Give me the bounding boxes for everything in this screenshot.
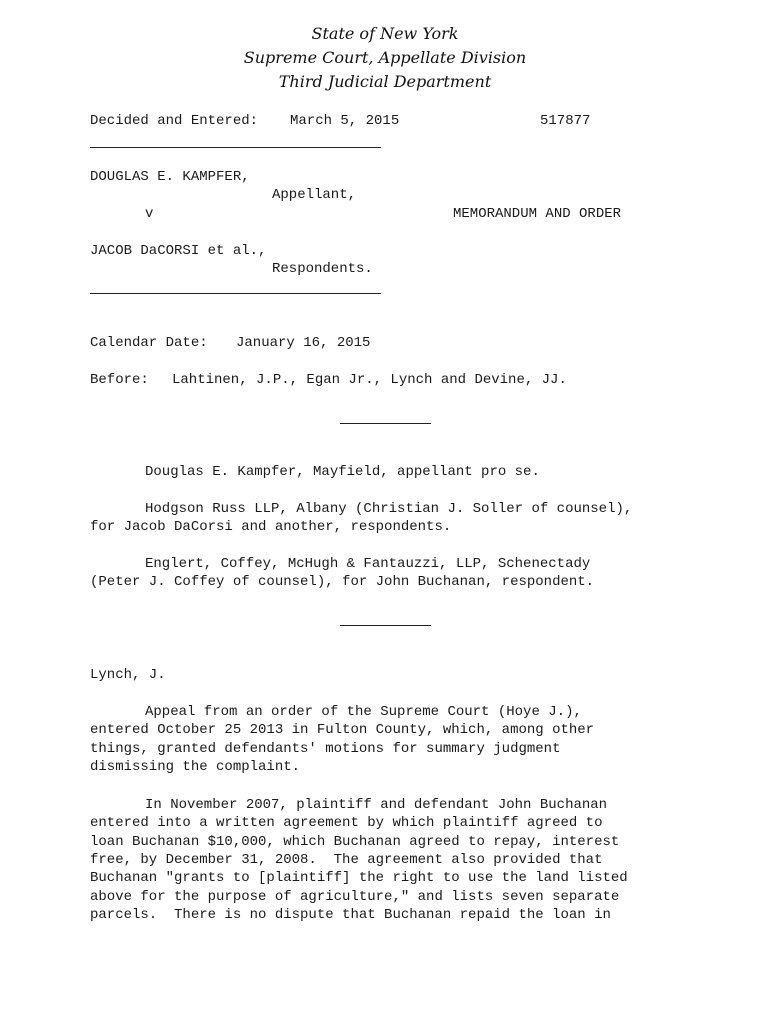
decided-label: Decided and Entered: (90, 113, 259, 129)
order-type: MEMORANDUM AND ORDER (453, 206, 622, 222)
para2-line: entered into a written agreement by which plaintiff agreed to (90, 815, 603, 831)
para2-line: parcels. There is no dispute that Buchanan repaid the loan in (90, 907, 611, 923)
header-department: Third Judicial Department (278, 72, 492, 91)
before-judges: Lahtinen, J.P., Egan Jr., Lynch and Devine, JJ. (172, 372, 567, 388)
para1-line: dismissing the complaint. (90, 759, 301, 775)
docket-number: 517877 (540, 113, 591, 129)
section-separator (340, 625, 431, 626)
para2-line: free, by December 31, 2008. The agreement also provided that (90, 852, 603, 868)
para1-line: things, granted defendants' motions for summary judgment (90, 741, 561, 757)
caption-bottom-rule (90, 293, 381, 294)
para2-line: loan Buchanan $10,000, which Buchanan agreed to repay, interest (90, 834, 620, 850)
respondent-name: JACOB DaCORSI et al., (90, 243, 267, 259)
counsel-buchanan-line2: (Peter J. Coffey of counsel), for John Buchanan, respondent. (90, 574, 595, 590)
section-separator (340, 423, 431, 424)
appellant-role: Appellant, (272, 187, 357, 203)
appellant-name: DOUGLAS E. KAMPFER, (90, 169, 250, 185)
caption-top-rule (90, 147, 381, 148)
versus: v (145, 206, 154, 222)
decided-date: March 5, 2015 (290, 113, 400, 129)
calendar-label: Calendar Date: (90, 335, 208, 351)
counsel-appellant: Douglas E. Kampfer, Mayfield, appellant pro se. (145, 464, 540, 480)
para1-line: Appeal from an order of the Supreme Court (Hoye J.), (145, 704, 582, 720)
para2-line: above for the purpose of agriculture," and lists seven separate (90, 889, 620, 905)
para2-line: In November 2007, plaintiff and defendant John Buchanan (145, 797, 608, 813)
counsel-respondents-line2: for Jacob DaCorsi and another, respondents. (90, 519, 452, 535)
before-label: Before: (90, 372, 149, 388)
para1-line: entered October 25 2013 in Fulton County, which, among other (90, 722, 595, 738)
respondent-role: Respondents. (272, 261, 373, 277)
opinion-author: Lynch, J. (90, 667, 166, 683)
counsel-respondents-line1: Hodgson Russ LLP, Albany (Christian J. Soller of counsel), (145, 501, 633, 517)
counsel-buchanan-line1: Englert, Coffey, McHugh & Fantauzzi, LLP, Schenectady (145, 556, 591, 572)
calendar-date: January 16, 2015 (236, 335, 371, 351)
para2-line: Buchanan "grants to [plaintiff] the right to use the land listed (90, 870, 628, 886)
header-court: Supreme Court, Appellate Division (243, 48, 527, 67)
header-state: State of New York (311, 24, 459, 43)
